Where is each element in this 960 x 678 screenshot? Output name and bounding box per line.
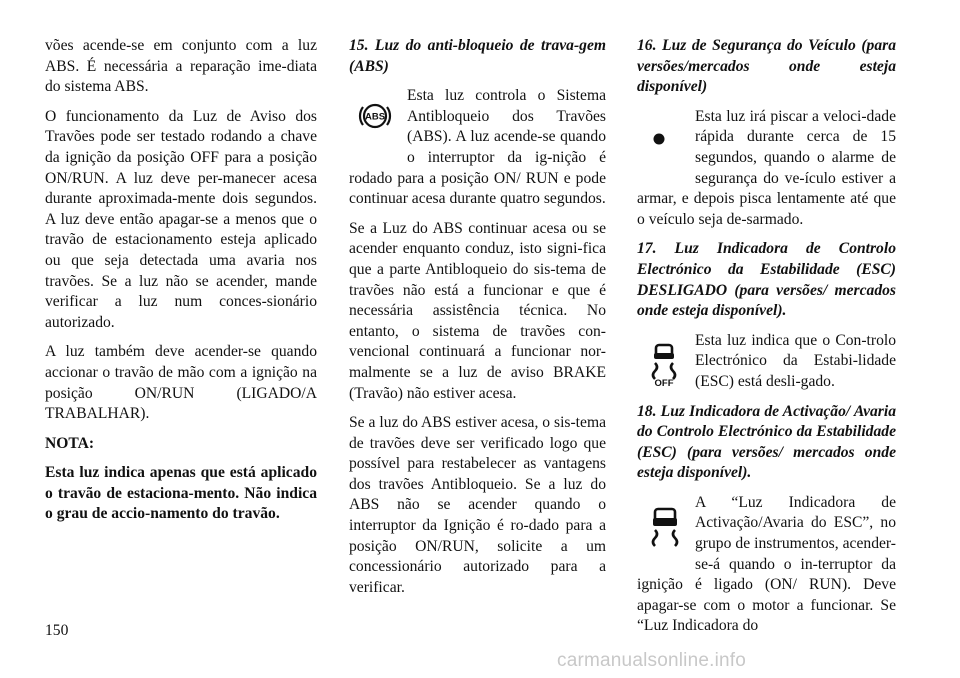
paragraph: Se a luz do ABS estiver acesa, o sis-tema de travões deve ser verificado logo que possível para restabelecer as vantagens dos travões Antibloqueio. Se a luz do ABS não se acender quando o interruptor da Ignição é ro-dado para a posição ON/RUN, solicite a um concessionário autorizado para a verificar. — [349, 414, 606, 596]
note-title: NOTA: — [45, 434, 95, 452]
paragraph: Esta luz irá piscar a veloci-dade rápida durante cerca de 15 segundos, quando o alarme de segurança do ve-ículo estiver a armar, e depois pisca lentamente até que o veículo seja de-sarmado. — [637, 107, 896, 228]
paragraph: Esta luz indica que o Con-trolo Electrónico da Estabi-lidade (ESC) está desli-gado. — [695, 331, 896, 390]
paragraph: Esta luz controla o Sistema Antibloqueio dos Travões (ABS). A luz acende-se quando o interruptor da ig-nição é rodado para a posição ON/ RUN e pode continuar acesa durante quatro segundos. — [349, 87, 606, 208]
paragraph: O funcionamento da Luz de Aviso dos Travões pode ser testado rodando a chave da ignição da posição OFF para a posição ON/RUN. A luz deve per-manecer acesa durante aproximada-mente dois segundos. A luz deve então apagar-se a menos que o travão de estacionamento esteja aplicado ou que seja detectada uma avaria nos travões. Se a luz não se acender, mande verificar a luz num conces-sionário autorizado. — [45, 107, 317, 331]
esc-off-icon — [637, 335, 689, 393]
vehicle-security-icon — [637, 111, 689, 169]
section-heading-15: 15. Luz do anti-bloqueio de trava-gem (ABS) — [349, 37, 606, 75]
paragraph: A luz também deve acender-se quando accionar o travão de mão com a ignição na posição ON/RUN (LIGADO/A TRABALHAR). — [45, 343, 317, 423]
paragraph: Se a Luz do ABS continuar acesa ou se acender enquanto conduz, isto signi-fica que a parte Antibloqueio do sis-tema de travões não está a funcionar e que é necessária assistência técnica. No entanto, o sistema de travões con-vencional continuará a funcionar nor-malmente se a luz de aviso BRAKE (Travão) não estiver acesa. — [349, 219, 606, 402]
section-heading-16: 16. Luz de Segurança do Veículo (para versões/mercados onde esteja disponível) — [637, 37, 896, 96]
column-left — [45, 36, 317, 534]
column-middle — [349, 36, 606, 607]
section-heading-17: 17. Luz Indicadora de Controlo Electrónico da Estabilidade (ESC) DESLIGADO (para versões/ mercados onde esteja disponível). — [637, 240, 896, 320]
esc-off-icon-label: OFF — [654, 377, 674, 387]
column-right — [637, 36, 896, 646]
abs-warning-icon — [349, 90, 401, 148]
paragraph: A “Luz Indicadora de Activação/Avaria do ESC”, no grupo de instrumentos, acender-se-á quando o in-terruptor da ignição é ligado (ON/ RUN). Deve apagar-se com o motor a funcionar. Se “Luz Indicadora do — [637, 493, 896, 635]
paragraph: vões acende-se em conjunto com a luz ABS. É necessária a reparação ime-diata do sistema ABS. — [45, 37, 317, 96]
watermark: carmanualsonline.info — [557, 650, 747, 671]
note-text: Esta luz indica apenas que está aplicado o travão de estaciona-mento. Não indica o grau de accio-namento do travão. — [45, 464, 317, 523]
page-number: 150 — [45, 622, 69, 639]
section-heading-18: 18. Luz Indicadora de Activação/ Avaria do Controlo Electrónico da Estabilidade (ESC) (para versões/ mercados onde esteja disponível). — [637, 402, 896, 482]
esc-activation-icon — [637, 497, 689, 555]
abs-icon-label: ABS — [364, 111, 386, 123]
